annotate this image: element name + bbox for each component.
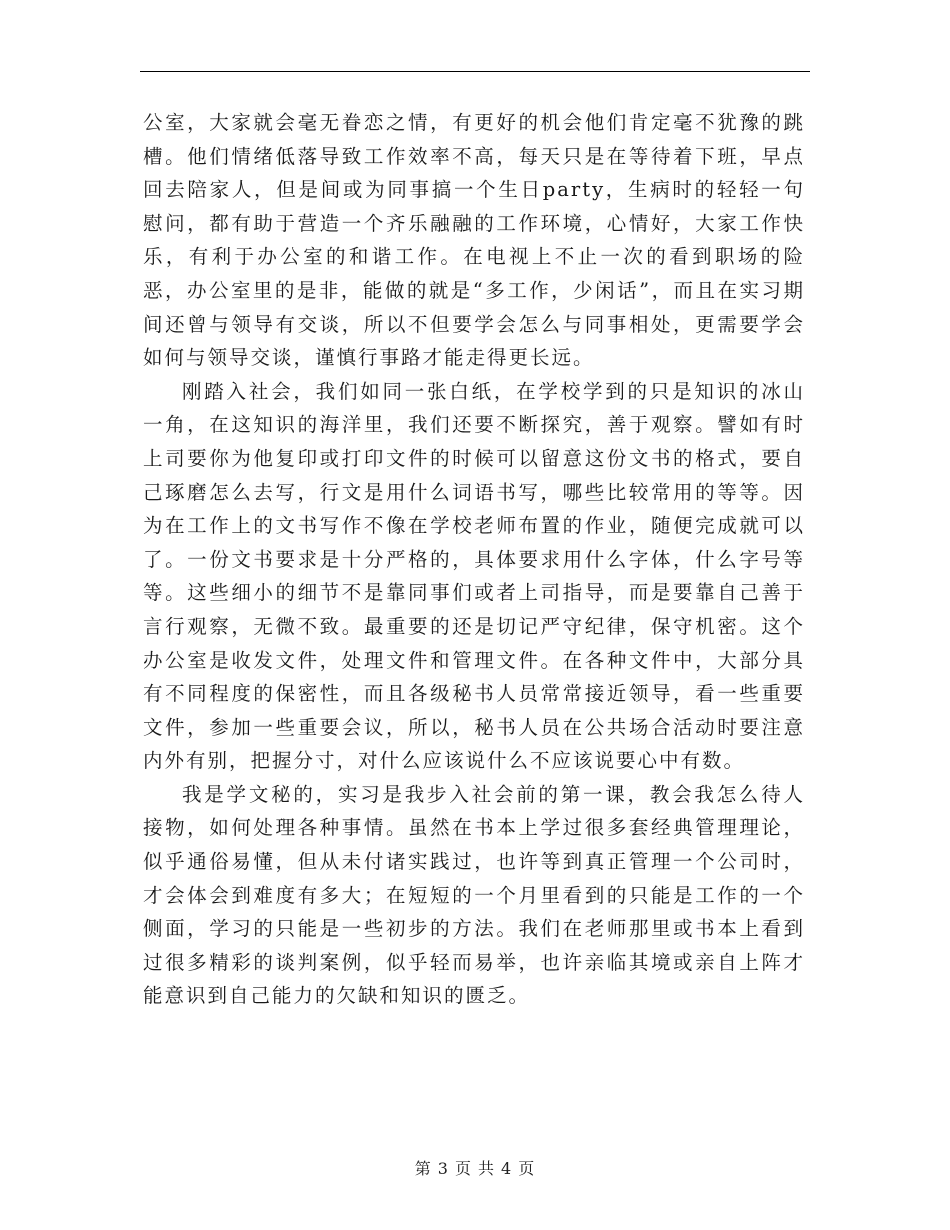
current-page-number: 3: [437, 1159, 449, 1178]
document-body: [143, 106, 805, 1013]
footer-total-label: 共: [478, 1159, 496, 1178]
footer-page-label: 页: [454, 1159, 472, 1178]
footer-prefix: 第: [414, 1159, 432, 1178]
paragraph: 我是学文秘的，实习是我步入社会前的第一课，教会我怎么待人接物，如何处理各种事情。虽然在书本上学过很多套经典管理理论，似乎通俗易懂，但从未付诸实践过，也许等到真正管理一个公司时，才会体会到难度有多大；在短短的一个月里看到的只能是工作的一个侧面，学习的只能是一些初步的方法。我们在老师那里或书本上看到过很多精彩的谈判案例，似乎轻而易举，也许亲临其境或亲自上阵才能意识到自己能力的欠缺和知识的匮乏。: [143, 782, 805, 1008]
paragraph-continued: 公室，大家就会毫无眷恋之情，有更好的机会他们肯定毫不犹豫的跳槽。他们情绪低落导致工作效率不高，每天只是在等待着下班，早点回去陪家人，但是间或为同事搞一个生日party，生病时的轻轻一句慰问，都有助于营造一个齐乐融融的工作环境，心情好，大家工作快乐，有利于办公室的和谐工作。在电视上不止一次的看到职场的险恶，办公室里的是非，能做的就是“多工作，少闲话”，而且在实习期间还曾与领导有交谈，所以不但要学会怎么与同事相处，更需要学会如何与领导交谈，谨慎行事路才能走得更长远。: [143, 111, 805, 370]
total-page-number: 4: [501, 1159, 513, 1178]
header-rule: [140, 71, 810, 72]
paragraph: 刚踏入社会，我们如同一张白纸，在学校学到的只是知识的冰山一角，在这知识的海洋里，我们还要不断探究，善于观察。譬如有时上司要你为他复印或打印文件的时候可以留意这份文书的格式，要自己琢磨怎么去写，行文是用什么词语书写，哪些比较常用的等等。因为在工作上的文书写作不像在学校老师布置的作业，随便完成就可以了。一份文书要求是十分严格的，具体要求用什么字体，什么字号等等。这些细小的细节不是靠同事们或者上司指导，而是要靠自己善于言行观察，无微不致。最重要的还是切记严守纪律，保守机密。这个办公室是收发文件，处理文件和管理文件。在各种文件中，大部分具有不同程度的保密性，而且各级秘书人员常常接近领导，看一些重要文件，参加一些重要会议，所以，秘书人员在公共场合活动时要注意内外有别，把握分寸，对什么应该说什么不应该说要心中有数。: [143, 379, 805, 773]
footer-suffix: 页: [518, 1159, 536, 1178]
page-footer: [0, 1156, 950, 1179]
